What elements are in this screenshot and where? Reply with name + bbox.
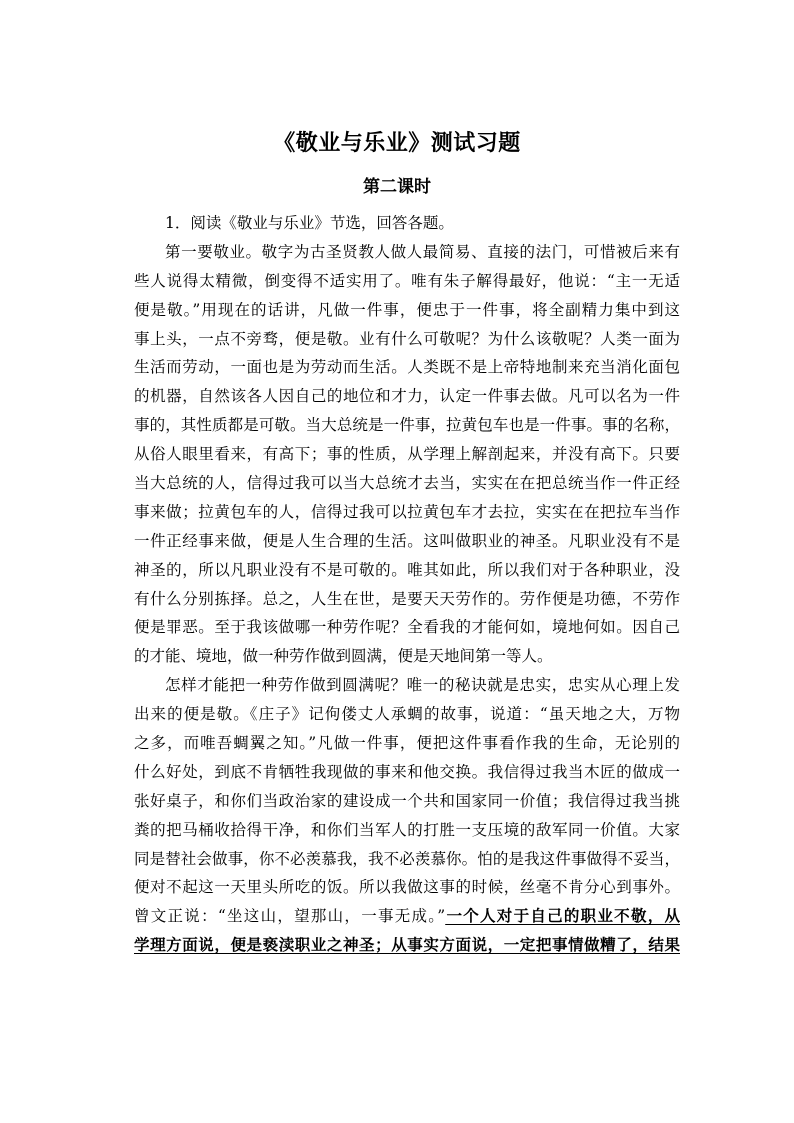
paragraph-line: 事来做；拉黄包车的人，信得过我可以拉黄包车才去拉，实实在在把拉车当作 [134, 502, 680, 521]
underlined-text: 一个人对于自己的职业不敬，从 [445, 906, 680, 926]
paragraph-line: 便是罪恶。至于我该做哪一种劳作呢？全看我的才能何如，境地何如。因自己 [134, 618, 680, 637]
paragraph-line: 便是敬。”用现在的话讲，凡做一件事，便忠于一件事，将全副精力集中到这 [134, 300, 680, 319]
paragraph-line: 神圣的，所以凡职业没有不是可敬的。唯其如此，所以我们对于各种职业，没 [134, 560, 680, 579]
paragraph-line: 同是替社会做事，你不必羡慕我，我不必羡慕你。怕的是我这件事做得不妥当， [134, 849, 680, 868]
paragraph-line: 从俗人眼里看来，有高下；事的性质，从学理上解剖起来，并没有高下。只要 [134, 445, 680, 464]
document-subtitle: 第二课时 [363, 177, 431, 197]
underlined-text: 学理方面说，便是亵渎职业之神圣；从事实方面说，一定把事情做糟了，结果 [134, 935, 680, 955]
paragraph-line: 张好桌子，和你们当政治家的建设成一个共和国家同一价值；我信得过我当挑 [134, 791, 680, 810]
paragraph-line: 些人说得太精微，倒变得不适实用了。唯有朱子解得最好，他说：“主一无适 [134, 271, 680, 290]
paragraph-line: 便对不起这一天里头所吃的饭。所以我做这事的时候，丝毫不肯分心到事外。 [134, 878, 680, 897]
paragraph-line [134, 902, 680, 931]
paragraph-line: 事的，其性质都是可敬。当大总统是一件事，拉黄包车也是一件事。事的名称， [134, 416, 680, 435]
paragraph-line: 一件正经事来做，便是人生合理的生活。这叫做职业的神圣。凡职业没有不是 [134, 531, 680, 550]
paragraph-line: 的才能、境地，做一种劳作做到圆满，便是天地间第一等人。 [134, 647, 553, 666]
paragraph-line: 第一要敬业。敬字为古圣贤教人做人最简易、直接的法门，可惜被后来有 [165, 242, 680, 261]
paragraph-line: 之多，而唯吾蜩翼之知。”凡做一件事，便把这件事看作我的生命，无论别的 [134, 734, 680, 753]
paragraph-line: 当大总统的人，信得过我可以当大总统才去当，实实在在把总统当作一件正经 [134, 474, 680, 493]
question-line: 1．阅读《敬业与乐业》节选，回答各题。 [165, 214, 454, 232]
paragraph-line: 什么好处，到底不肯牺牲我现做的事来和他交换。我信得过我当木匠的做成一 [134, 762, 680, 781]
document-body [134, 209, 680, 960]
paragraph-line: 生活而劳动，一面也是为劳动而生活。人类既不是上帝特地制来充当消化面包 [134, 358, 680, 377]
paragraph-line: 粪的把马桶收拾得干净，和你们当军人的打胜一支压境的敌军同一价值。大家 [134, 820, 680, 839]
quote-text: 曾文正说：“坐这山，望那山，一事无成。” [134, 907, 446, 926]
document-title: 《敬业与乐业》测试习题 [273, 130, 521, 156]
paragraph-line [134, 931, 680, 960]
paragraph-line: 的机器，自然该各人因自己的地位和才力，认定一件事去做。凡可以名为一件 [134, 387, 680, 406]
paragraph-line: 出来的便是敬。《庄子》记佝偻丈人承蜩的故事，说道：“虽天地之大，万物 [134, 705, 680, 724]
paragraph-line: 有什么分别拣择。总之，人生在世，是要天天劳作的。劳作便是功德，不劳作 [134, 589, 680, 608]
paragraph-line: 怎样才能把一种劳作做到圆满呢？唯一的秘诀就是忠实，忠实从心理上发 [165, 676, 680, 695]
paragraph-line: 事上头，一点不旁骛，便是敬。业有什么可敬呢？为什么该敬呢？人类一面为 [134, 329, 680, 348]
